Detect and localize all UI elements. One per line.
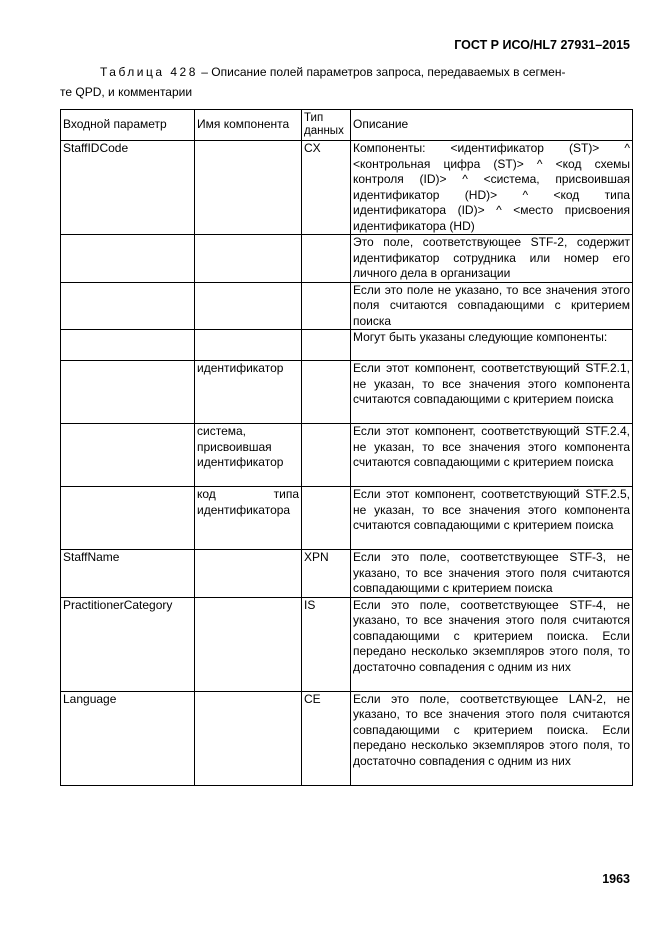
component-cell [195, 235, 302, 283]
component-cell [195, 282, 302, 330]
param-cell: Language [61, 691, 195, 785]
type-cell [302, 282, 351, 330]
component-cell [195, 691, 302, 785]
description-cell: Если это поле не указано, то все значения этого поля считаются совпадающими с критерием поиска [351, 282, 633, 330]
page-number: 1963 [602, 872, 630, 886]
type-cell [302, 330, 351, 361]
table-row [61, 487, 633, 550]
column-header-input-parameter: Входной параметр [61, 110, 195, 141]
table-row [61, 691, 633, 785]
caption-dash: – [201, 65, 208, 79]
component-cell [195, 141, 302, 235]
type-cell: IS [302, 597, 351, 691]
component-cell: система, присвоившая идентификатор [195, 424, 302, 487]
description-cell: Если это поле, соответствующее STF-4, не указано, то все значения этого поля считаются совпадающими с критерием поиска. Если передано несколько экземпляров этого поля, то достаточно совпадения с одним из них [351, 597, 633, 691]
column-header-description: Описание [351, 110, 633, 141]
description-cell: Если это поле, соответствующее STF-3, не указано, то все значения этого поля считаются совпадающими с критерием поиска [351, 550, 633, 598]
description-cell: Если это поле, соответствующее LAN-2, не указано, то все значения этого поля считаются совпадающими с критерием поиска. Если передано несколько экземпляров этого поля, то достаточно совпадения с одним из них [351, 691, 633, 785]
description-cell: Если этот компонент, соответствующий STF.2.1, не указан, то все значения этого компонента считаются совпадающими с критерием поиска [351, 361, 633, 424]
component-cell [195, 597, 302, 691]
param-cell [61, 282, 195, 330]
table-row [61, 424, 633, 487]
param-cell [61, 361, 195, 424]
description-cell: Если этот компонент, соответствующий STF.2.5, не указан, то все значения этого компонента считаются совпадающими с критерием поиска [351, 487, 633, 550]
component-cell [195, 550, 302, 598]
caption-line-1: Описание полей параметров запроса, передаваемых в сегмен- [211, 65, 566, 79]
table-row [61, 282, 633, 330]
table-row [61, 361, 633, 424]
table-row [61, 330, 633, 361]
param-cell: StaffIDCode [61, 141, 195, 235]
table-row [61, 597, 633, 691]
table-row [61, 235, 633, 283]
param-cell [61, 424, 195, 487]
component-cell: код типа идентификатора [195, 487, 302, 550]
param-cell: PractitionerCategory [61, 597, 195, 691]
param-cell: StaffName [61, 550, 195, 598]
column-header-data-type: Тип данных [302, 110, 351, 141]
type-cell [302, 361, 351, 424]
component-cell [195, 330, 302, 361]
param-cell [61, 235, 195, 283]
component-cell: идентификатор [195, 361, 302, 424]
param-cell [61, 487, 195, 550]
type-cell: CX [302, 141, 351, 235]
description-cell: Компоненты: <идентификатор (ST)> ^ <контрольная цифра (ST)> ^ <код схемы контроля (ID)> ^ <система, присвоившая идентификатор (HD)> ^ <код типа идентификатора (ID)> ^ <место присвоения идентификатора (HD) [351, 141, 633, 235]
type-cell: CE [302, 691, 351, 785]
caption-line-2: те QPD, и комментарии [60, 85, 193, 99]
running-header: ГОСТ Р ИСО/HL7 27931–2015 [454, 38, 630, 52]
description-cell: Могут быть указаны следующие компоненты: [351, 330, 633, 361]
table-caption [60, 62, 630, 102]
type-cell [302, 487, 351, 550]
parameters-table [60, 109, 633, 786]
column-header-component-name: Имя компонента [195, 110, 302, 141]
type-cell [302, 235, 351, 283]
table-row [61, 141, 633, 235]
table-header-row [61, 110, 633, 141]
description-cell: Это поле, соответствующее STF-2, содержит идентификатор сотрудника или номер его личного дела в организации [351, 235, 633, 283]
param-cell [61, 330, 195, 361]
description-cell: Если этот компонент, соответствующий STF.2.4, не указан, то все значения этого компонента считаются совпадающими с критерием поиска [351, 424, 633, 487]
table-row [61, 550, 633, 598]
table-label: Таблица 428 [100, 65, 198, 79]
type-cell [302, 424, 351, 487]
type-cell: XPN [302, 550, 351, 598]
